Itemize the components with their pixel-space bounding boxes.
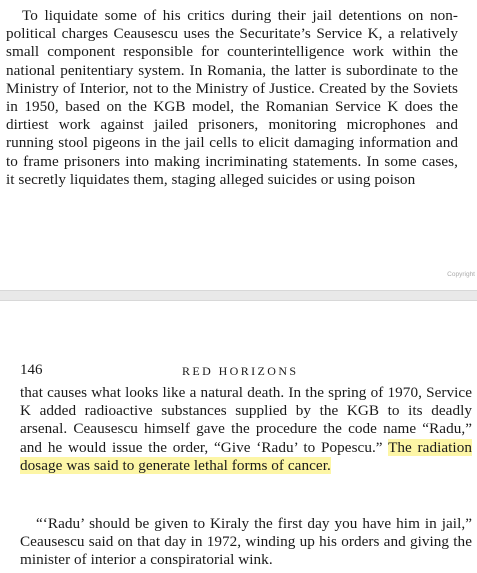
page-number: 146 — [20, 362, 43, 378]
paragraph-radu-text: that causes what looks like a natural death. In the spring of 1970, Service K added radioactive substances supplied by the KGB to its deadly arsenal. Ceausescu himself gave the procedure the code name “Radu,” and he would issue the order, “Give ‘Radu’ to Popescu.” — [20, 384, 472, 456]
paragraph-service-k: To liquidate some of his critics during their jail detentions on non-political charges Ceausescu uses the Securitate’s Service K, a relatively small component responsible for counterintelligence work within the national penitentiary system. In Romania, the latter is subordinate to the Ministry of Interior, not to the Ministry of Justice. Created by the Soviets in 1950, based on the KGB model, the Romanian Service K does the dirtiest work against jailed prisoners, monitoring microphones and running stool pigeons in the jail cells to elicit damaging information and to frame prisoners into making incriminating statements. In some cases, it secretly liquidates them, staging alleged suicides or using poison — [6, 7, 458, 188]
page-separator — [0, 290, 477, 301]
paragraph-kiraly: “‘Radu’ should be given to Kiraly the first day you have him in jail,” Ceausescu said on that day in 1972, winding up his orders and giving the minister of interior a conspiratorial wink. — [20, 515, 472, 569]
paragraph-radu — [20, 384, 472, 475]
copyright-watermark: Copyright — [447, 271, 475, 278]
highlighted-sentence[interactable]: The radiation dosage was said to generate lethal forms of cancer. — [20, 438, 472, 474]
running-head: RED HORIZONS — [182, 364, 299, 378]
